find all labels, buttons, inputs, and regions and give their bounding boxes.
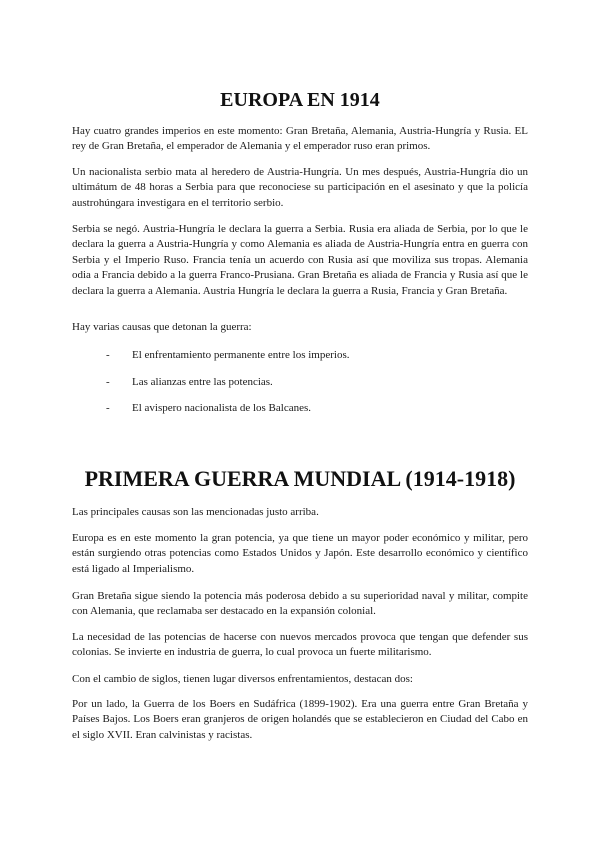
bullet-marker: - xyxy=(106,376,110,388)
list-item-text: El avispero nacionalista de los Balcanes. xyxy=(132,402,311,414)
paragraph-causas-intro: Hay varias causas que detonan la guerra: xyxy=(72,321,252,333)
paragraph-declaraciones: Serbia se negó. Austria-Hungría le declara la guerra a Serbia. Rusia era aliada de Serbia, por lo que le declara la guerra a Austria-Hungría y como Alemania es aliada de Austria-Hungría entra en guerra con Serbia y el Imperio Ruso. Francia tenía un acuerdo con Rusia así que moviliza sus tropas. Alemania odia a Francia debido a la guerra Franco-Prusiana. Gran Bretaña es aliada de Francia y Rusia así que le declara la guerra a Alemania. Austria Hungría le declara la guerra a Rusia, Francia y Gran Bretaña. xyxy=(72,223,528,297)
section-title-europa-1914: EUROPA EN 1914 xyxy=(220,89,380,111)
list-item xyxy=(106,401,526,416)
paragraph-enfrentamientos: Con el cambio de siglos, tienen lugar diversos enfrentamientos, destacan dos: xyxy=(72,673,413,685)
list-item xyxy=(106,348,526,363)
paragraph-gran-bretana: Gran Bretaña sigue siendo la potencia más poderosa debido a su superioridad naval y militar, compite con Alemania, que reclamaba ser destacado en la expansión colonial. xyxy=(72,590,528,618)
list-item-text: El enfrentamiento permanente entre los imperios. xyxy=(132,349,350,361)
paragraph-mercados: La necesidad de las potencias de hacerse con nuevos mercados provoca que tengan que defender sus colonias. Se invierte en industria de guerra, lo cual provoca un fuerte militarismo. xyxy=(72,631,528,659)
bullet-marker: - xyxy=(106,349,110,361)
paragraph-imperios: Hay cuatro grandes imperios en este momento: Gran Bretaña, Alemania, Austria-Hungría y Rusia. EL rey de Gran Bretaña, el emperador de Alemania y el emperador ruso eran primos. xyxy=(72,125,528,153)
list-item-text: Las alianzas entre las potencias. xyxy=(132,376,273,388)
list-item xyxy=(106,375,526,390)
paragraph-europa-potencia: Europa es en este momento la gran potencia, ya que tiene un mayor poder económico y militar, pero están surgiendo otras potencias como Estados Unidos y Japón. Este desarrollo económico y científico está ligado al Imperialismo. xyxy=(72,532,528,575)
paragraph-causas: Las principales causas son las mencionadas justo arriba. xyxy=(72,506,319,518)
bullet-marker: - xyxy=(106,402,110,414)
paragraph-asesinato: Un nacionalista serbio mata al heredero de Austria-Hungría. Un mes después, Austria-Hungría dio un ultimátum de 48 horas a Serbia para que reconociese su participación en el asesinato y que la policía austrohúngara investigara en el territorio serbio. xyxy=(72,166,528,209)
section-title-primera-guerra-mundial: PRIMERA GUERRA MUNDIAL (1914-1918) xyxy=(84,466,516,491)
paragraph-guerra-boers: Por un lado, la Guerra de los Boers en Sudáfrica (1899-1902). Era una guerra entre Gran Bretaña y Países Bajos. Los Boers eran granjeros de origen holandés que se establecieron en Ciudad del Cabo en el siglo XVII. Eran calvinistas y racistas. xyxy=(72,698,528,741)
